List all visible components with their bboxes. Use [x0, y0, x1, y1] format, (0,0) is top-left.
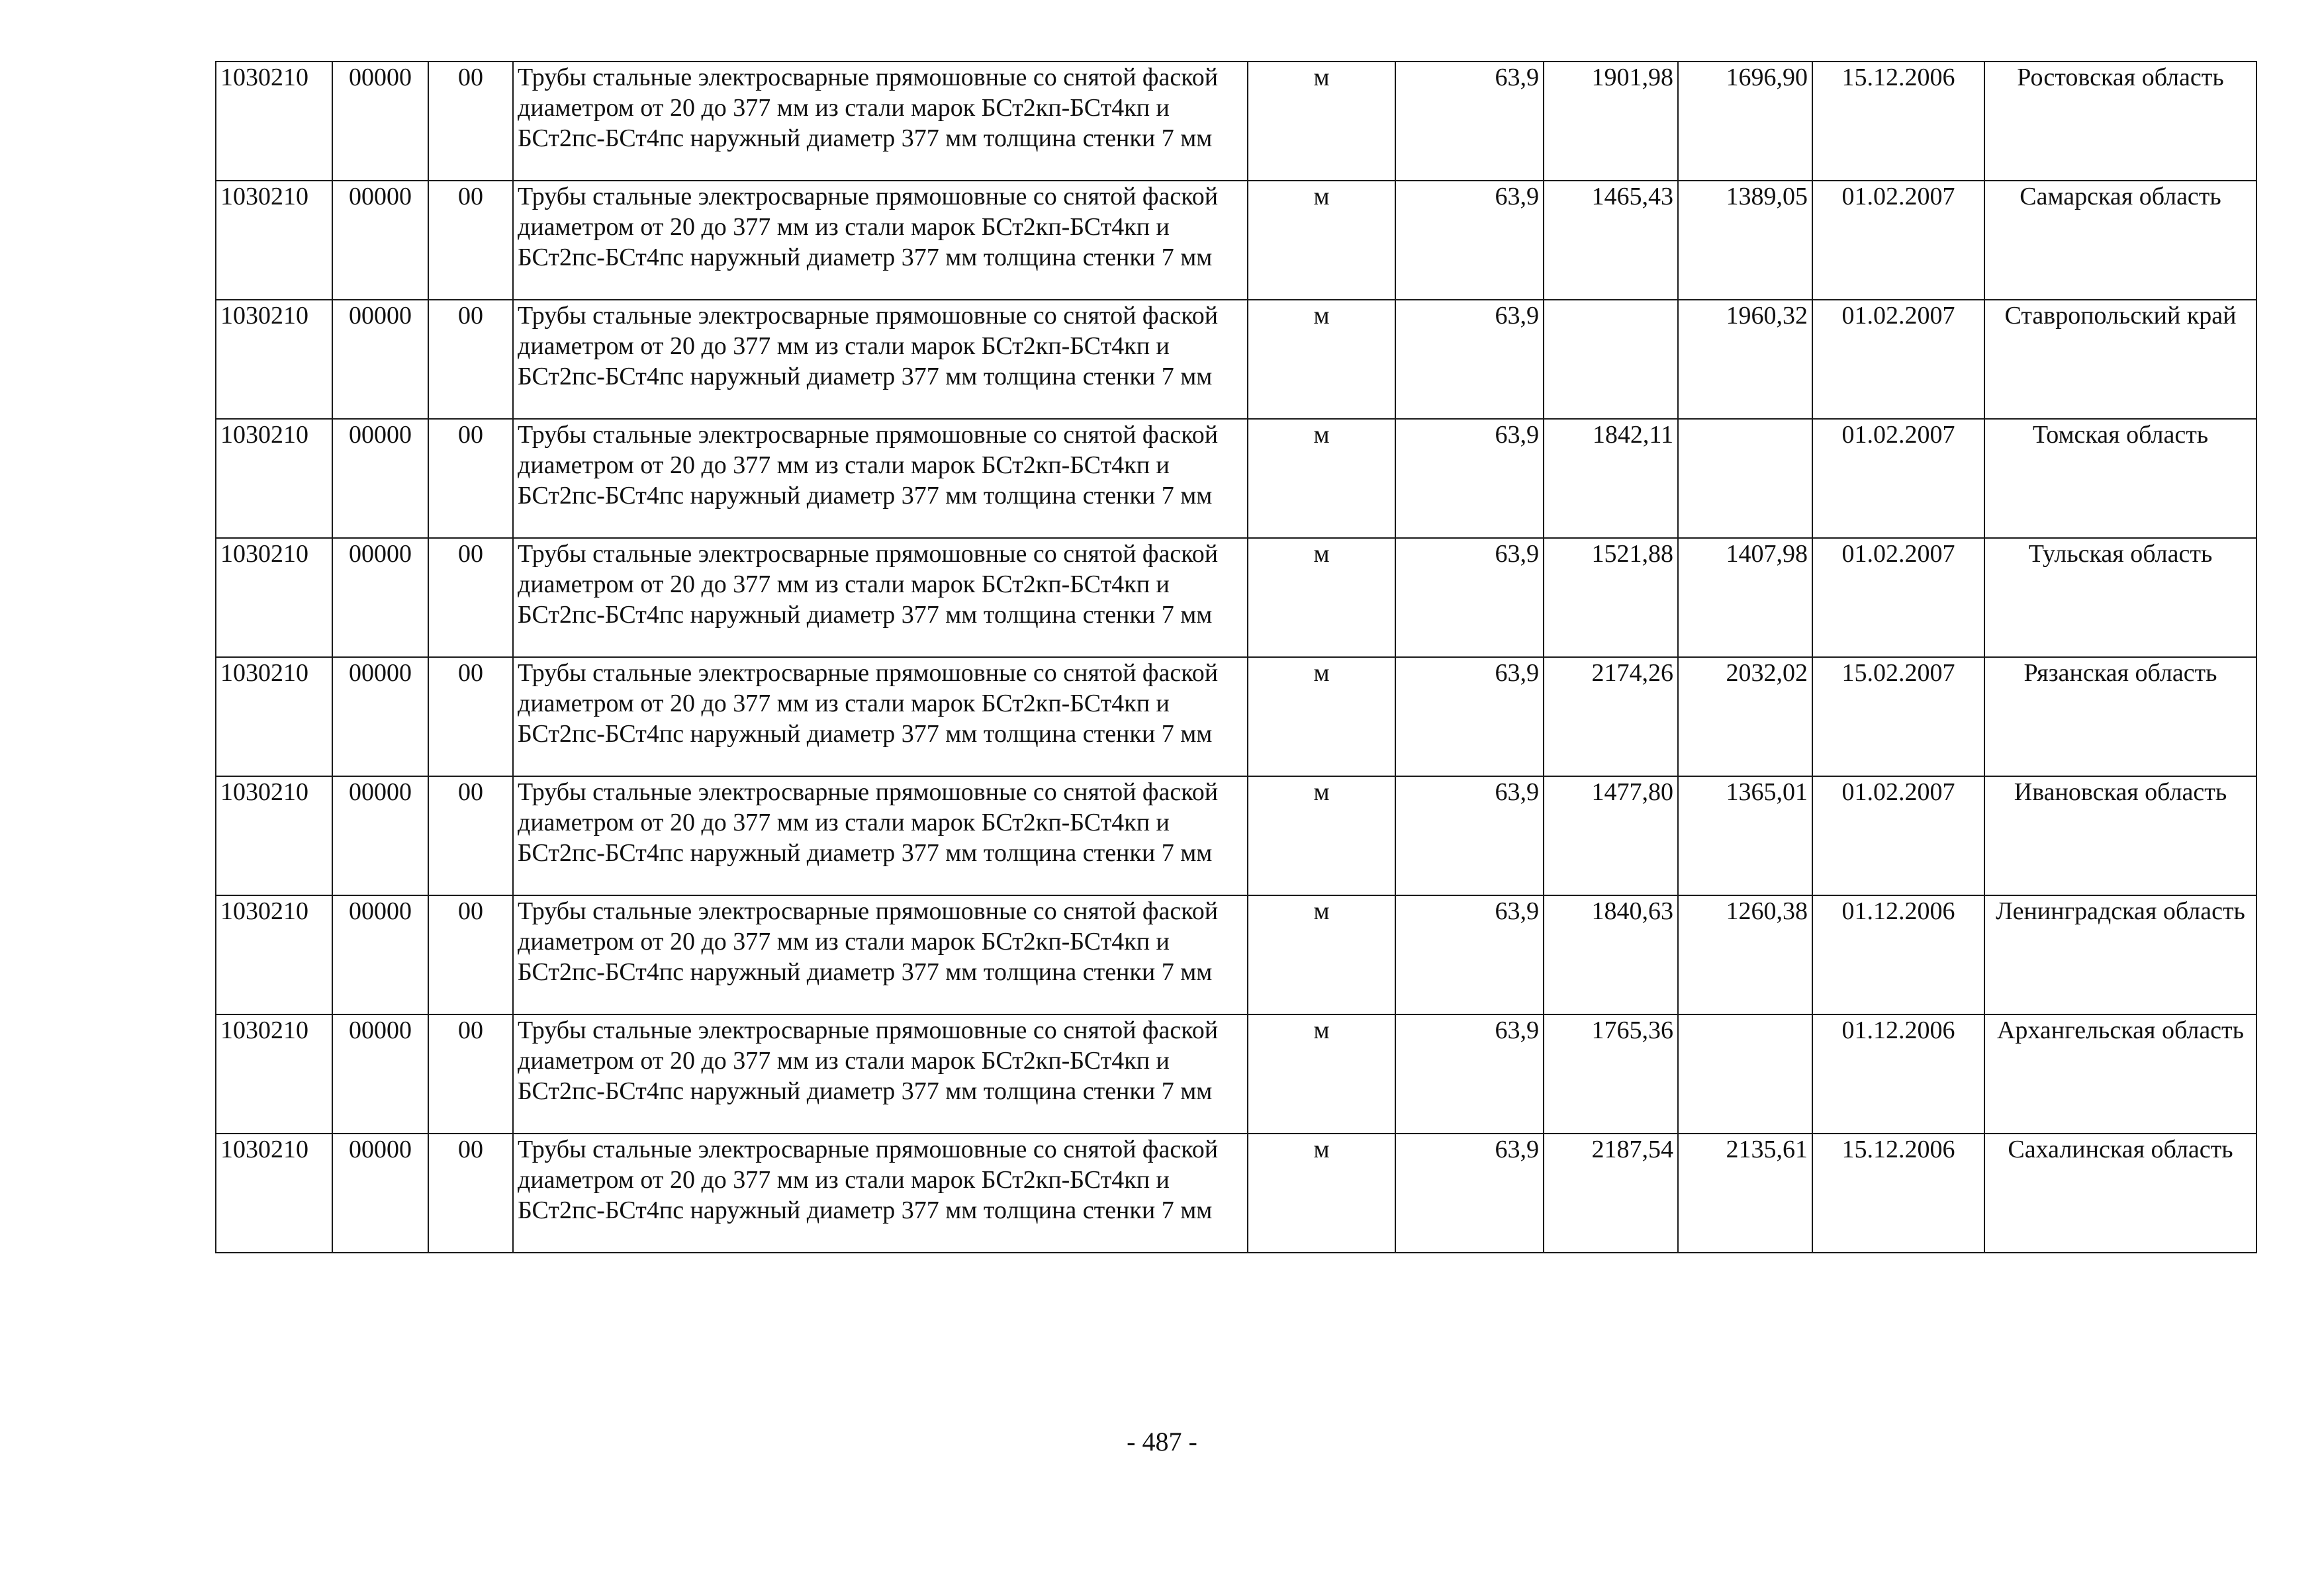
kind-code-cell: 00 [428, 1014, 513, 1134]
price-2-cell [1678, 419, 1812, 538]
description-cell: Трубы стальные электросварные прямошовные со снятой фаской диаметром от 20 до 377 мм из стали марок БСт2кп-БСт4кп и БСт2пс-БСт4пс наружный диаметр 377 мм толщина стенки 7 мм [513, 300, 1248, 419]
date-cell: 01.02.2007 [1812, 181, 1984, 300]
table-row [216, 657, 2256, 776]
price-2-cell: 1407,98 [1678, 538, 1812, 657]
kind-code-cell: 00 [428, 181, 513, 300]
subcode-cell: 00000 [332, 776, 428, 895]
date-cell: 01.02.2007 [1812, 300, 1984, 419]
date-cell: 01.02.2007 [1812, 538, 1984, 657]
date-cell: 01.02.2007 [1812, 419, 1984, 538]
table-row [216, 1134, 2256, 1253]
price-2-cell: 1260,38 [1678, 895, 1812, 1014]
value-cell: 63,9 [1395, 419, 1544, 538]
kind-code-cell: 00 [428, 1134, 513, 1253]
subcode-cell: 00000 [332, 419, 428, 538]
subcode-cell: 00000 [332, 62, 428, 181]
price-table [215, 61, 2257, 1253]
description-cell: Трубы стальные электросварные прямошовные со снятой фаской диаметром от 20 до 377 мм из стали марок БСт2кп-БСт4кп и БСт2пс-БСт4пс наружный диаметр 377 мм толщина стенки 7 мм [513, 895, 1248, 1014]
date-cell: 01.12.2006 [1812, 1014, 1984, 1134]
price-1-cell: 1521,88 [1544, 538, 1678, 657]
description-cell: Трубы стальные электросварные прямошовные со снятой фаской диаметром от 20 до 377 мм из стали марок БСт2кп-БСт4кп и БСт2пс-БСт4пс наружный диаметр 377 мм толщина стенки 7 мм [513, 538, 1248, 657]
description-cell: Трубы стальные электросварные прямошовные со снятой фаской диаметром от 20 до 377 мм из стали марок БСт2кп-БСт4кп и БСт2пс-БСт4пс наружный диаметр 377 мм толщина стенки 7 мм [513, 181, 1248, 300]
table-row [216, 300, 2256, 419]
value-cell: 63,9 [1395, 657, 1544, 776]
unit-cell: м [1248, 538, 1395, 657]
table-body [216, 62, 2256, 1253]
unit-cell: м [1248, 181, 1395, 300]
product-code-cell: 1030210 [216, 1014, 332, 1134]
date-cell: 15.12.2006 [1812, 62, 1984, 181]
date-cell: 01.02.2007 [1812, 776, 1984, 895]
table-row [216, 895, 2256, 1014]
unit-cell: м [1248, 419, 1395, 538]
value-cell: 63,9 [1395, 300, 1544, 419]
region-cell: Рязанская область [1984, 657, 2256, 776]
subcode-cell: 00000 [332, 657, 428, 776]
kind-code-cell: 00 [428, 895, 513, 1014]
table-row [216, 1014, 2256, 1134]
product-code-cell: 1030210 [216, 776, 332, 895]
price-2-cell: 2032,02 [1678, 657, 1812, 776]
description-cell: Трубы стальные электросварные прямошовные со снятой фаской диаметром от 20 до 377 мм из стали марок БСт2кп-БСт4кп и БСт2пс-БСт4пс наружный диаметр 377 мм толщина стенки 7 мм [513, 1134, 1248, 1253]
description-cell: Трубы стальные электросварные прямошовные со снятой фаской диаметром от 20 до 377 мм из стали марок БСт2кп-БСт4кп и БСт2пс-БСт4пс наружный диаметр 377 мм толщина стенки 7 мм [513, 1014, 1248, 1134]
description-cell: Трубы стальные электросварные прямошовные со снятой фаской диаметром от 20 до 377 мм из стали марок БСт2кп-БСт4кп и БСт2пс-БСт4пс наружный диаметр 377 мм толщина стенки 7 мм [513, 776, 1248, 895]
table-row [216, 538, 2256, 657]
value-cell: 63,9 [1395, 776, 1544, 895]
product-code-cell: 1030210 [216, 300, 332, 419]
unit-cell: м [1248, 657, 1395, 776]
unit-cell: м [1248, 776, 1395, 895]
kind-code-cell: 00 [428, 62, 513, 181]
price-1-cell: 1842,11 [1544, 419, 1678, 538]
price-1-cell: 1477,80 [1544, 776, 1678, 895]
kind-code-cell: 00 [428, 657, 513, 776]
price-1-cell: 1765,36 [1544, 1014, 1678, 1134]
product-code-cell: 1030210 [216, 62, 332, 181]
price-2-cell: 1389,05 [1678, 181, 1812, 300]
value-cell: 63,9 [1395, 62, 1544, 181]
subcode-cell: 00000 [332, 895, 428, 1014]
product-code-cell: 1030210 [216, 538, 332, 657]
kind-code-cell: 00 [428, 776, 513, 895]
page-number: - 487 - [1127, 1427, 1197, 1457]
value-cell: 63,9 [1395, 1134, 1544, 1253]
price-1-cell: 2174,26 [1544, 657, 1678, 776]
kind-code-cell: 00 [428, 538, 513, 657]
date-cell: 01.12.2006 [1812, 895, 1984, 1014]
region-cell: Тульская область [1984, 538, 2256, 657]
unit-cell: м [1248, 1014, 1395, 1134]
region-cell: Ленинградская область [1984, 895, 2256, 1014]
price-2-cell: 1365,01 [1678, 776, 1812, 895]
region-cell: Сахалинская область [1984, 1134, 2256, 1253]
price-2-cell: 1696,90 [1678, 62, 1812, 181]
value-cell: 63,9 [1395, 181, 1544, 300]
subcode-cell: 00000 [332, 181, 428, 300]
description-cell: Трубы стальные электросварные прямошовные со снятой фаской диаметром от 20 до 377 мм из стали марок БСт2кп-БСт4кп и БСт2пс-БСт4пс наружный диаметр 377 мм толщина стенки 7 мм [513, 62, 1248, 181]
unit-cell: м [1248, 300, 1395, 419]
date-cell: 15.02.2007 [1812, 657, 1984, 776]
value-cell: 63,9 [1395, 895, 1544, 1014]
subcode-cell: 00000 [332, 1014, 428, 1134]
subcode-cell: 00000 [332, 538, 428, 657]
region-cell: Ростовская область [1984, 62, 2256, 181]
unit-cell: м [1248, 1134, 1395, 1253]
price-1-cell: 1840,63 [1544, 895, 1678, 1014]
table-row [216, 419, 2256, 538]
price-1-cell: 1901,98 [1544, 62, 1678, 181]
price-1-cell [1544, 300, 1678, 419]
product-code-cell: 1030210 [216, 419, 332, 538]
kind-code-cell: 00 [428, 300, 513, 419]
price-2-cell [1678, 1014, 1812, 1134]
product-code-cell: 1030210 [216, 181, 332, 300]
value-cell: 63,9 [1395, 1014, 1544, 1134]
subcode-cell: 00000 [332, 1134, 428, 1253]
region-cell: Ивановская область [1984, 776, 2256, 895]
unit-cell: м [1248, 62, 1395, 181]
table-row [216, 181, 2256, 300]
unit-cell: м [1248, 895, 1395, 1014]
price-1-cell: 1465,43 [1544, 181, 1678, 300]
region-cell: Ставропольский край [1984, 300, 2256, 419]
value-cell: 63,9 [1395, 538, 1544, 657]
price-2-cell: 1960,32 [1678, 300, 1812, 419]
region-cell: Самарская область [1984, 181, 2256, 300]
date-cell: 15.12.2006 [1812, 1134, 1984, 1253]
description-cell: Трубы стальные электросварные прямошовные со снятой фаской диаметром от 20 до 377 мм из стали марок БСт2кп-БСт4кп и БСт2пс-БСт4пс наружный диаметр 377 мм толщина стенки 7 мм [513, 419, 1248, 538]
price-2-cell: 2135,61 [1678, 1134, 1812, 1253]
product-code-cell: 1030210 [216, 1134, 332, 1253]
table-row [216, 62, 2256, 181]
kind-code-cell: 00 [428, 419, 513, 538]
price-1-cell: 2187,54 [1544, 1134, 1678, 1253]
subcode-cell: 00000 [332, 300, 428, 419]
region-cell: Томская область [1984, 419, 2256, 538]
region-cell: Архангельская область [1984, 1014, 2256, 1134]
product-code-cell: 1030210 [216, 895, 332, 1014]
table-row [216, 776, 2256, 895]
description-cell: Трубы стальные электросварные прямошовные со снятой фаской диаметром от 20 до 377 мм из стали марок БСт2кп-БСт4кп и БСт2пс-БСт4пс наружный диаметр 377 мм толщина стенки 7 мм [513, 657, 1248, 776]
product-code-cell: 1030210 [216, 657, 332, 776]
